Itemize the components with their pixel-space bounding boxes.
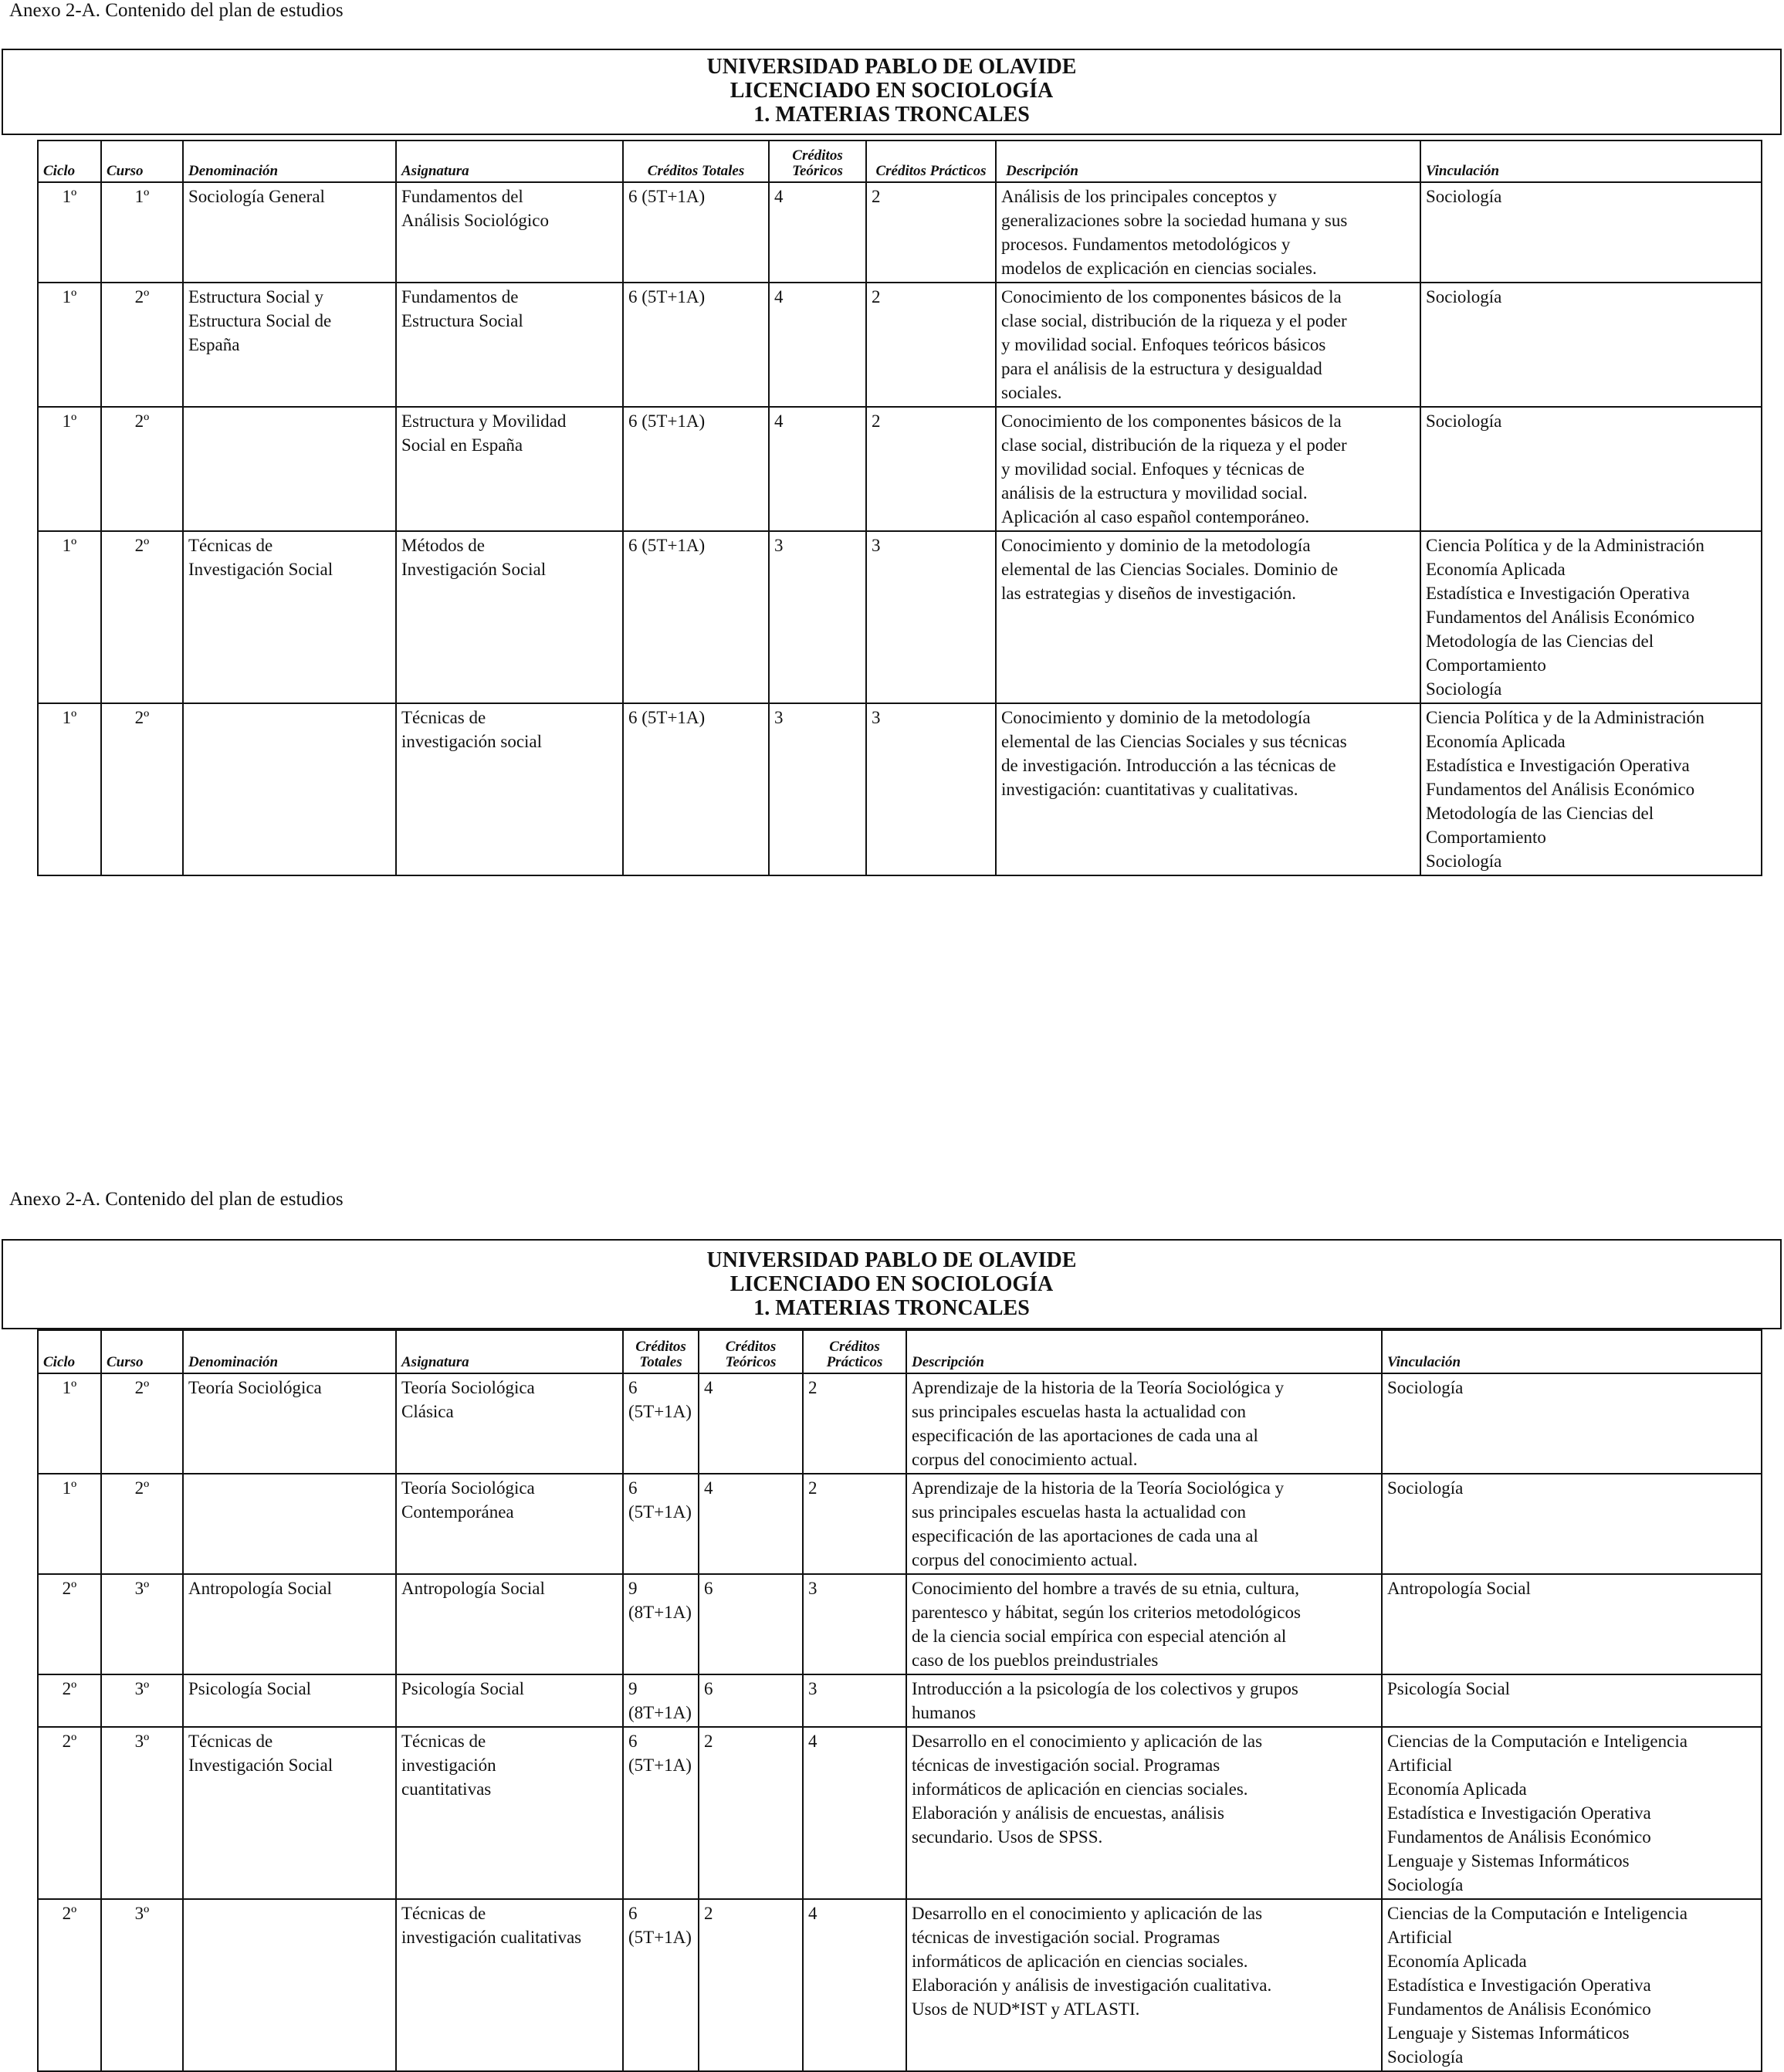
descripcion-line: generalizaciones sobre la sociedad humana y sus: [1001, 211, 1348, 230]
descripcion-line: Introducción a la psicología de los colectivos y grupos: [912, 1679, 1298, 1698]
ciclo-cell: 1º: [38, 407, 101, 531]
creditos-totales-cell: [623, 1474, 699, 1574]
curriculum-table: [37, 140, 1762, 876]
university-title: UNIVERSIDAD PABLO DE OLAVIDE: [706, 1248, 1077, 1272]
creditos-totales-cell: [623, 182, 769, 283]
descripcion-line: Conocimiento y dominio de la metodología: [1001, 708, 1311, 727]
vinculacion-line: Antropología Social: [1387, 1579, 1531, 1598]
vinculacion-line: Comportamiento: [1426, 655, 1546, 675]
ciclo-cell: 1º: [38, 182, 101, 283]
curso-cell: 2º: [101, 1373, 183, 1474]
descripcion-line: corpus del conocimiento actual.: [912, 1450, 1138, 1469]
descripcion-cell: [906, 1899, 1382, 2071]
curso-cell: 2º: [101, 531, 183, 703]
table-row: [38, 1899, 1762, 2071]
descripcion-line: Conocimiento de los componentes básicos de la: [1001, 287, 1342, 306]
asignatura-line: Técnicas de: [401, 708, 486, 727]
descripcion-line: procesos. Fundamentos metodológicos y: [1001, 235, 1291, 254]
vinculacion-line: Fundamentos del Análisis Económico: [1426, 780, 1695, 799]
descripcion-line: sociales.: [1001, 383, 1062, 402]
descripcion-line: corpus del conocimiento actual.: [912, 1550, 1138, 1569]
creditos-teoricos-cell: 6: [699, 1674, 803, 1727]
vinculacion-cell: [1382, 1674, 1762, 1727]
vinculacion-line: Economía Aplicada: [1426, 732, 1566, 751]
col-creditos-teoricos: Créditos Teóricos: [769, 141, 866, 182]
descripcion-line: sus principales escuelas hasta la actualidad con: [912, 1402, 1247, 1421]
descripcion-line: Elaboración y análisis de encuestas, análisis: [912, 1803, 1224, 1823]
denominacion-line: Teoría Sociológica: [188, 1378, 322, 1397]
descripcion-line: elemental de las Ciencias Sociales. Dominio de: [1001, 560, 1339, 579]
vinculacion-line: Estadística e Investigación Operativa: [1426, 584, 1690, 603]
vinculacion-line: Economía Aplicada: [1426, 560, 1566, 579]
descripcion-line: parentesco y hábitat, según los criterios metodológicos: [912, 1603, 1301, 1622]
col-descripcion: Descripción: [996, 141, 1420, 182]
denominacion-cell: [183, 1899, 396, 2071]
vinculacion-line: Artificial: [1387, 1928, 1453, 1947]
curso-cell: 2º: [101, 703, 183, 875]
col-asignatura: Asignatura: [396, 1330, 623, 1373]
table-header-row: [38, 141, 1762, 182]
vinculacion-line: Sociología: [1426, 187, 1502, 206]
vinculacion-line: Psicología Social: [1387, 1679, 1511, 1698]
creditos-practicos-cell: 3: [803, 1574, 906, 1674]
denominacion-line: España: [188, 335, 240, 354]
descripcion-line: humanos: [912, 1703, 977, 1722]
descripcion-line: caso de los pueblos preindustriales: [912, 1650, 1159, 1670]
col-curso: Curso: [101, 141, 183, 182]
col-denominacion: Denominación: [183, 1330, 396, 1373]
descripcion-line: informáticos de aplicación en ciencias sociales.: [912, 1779, 1248, 1799]
vinculacion-cell: [1382, 1727, 1762, 1899]
vinculacion-line: Ciencias de la Computación e Inteligencia: [1387, 1732, 1688, 1751]
vinculacion-line: Metodología de las Ciencias del: [1426, 631, 1654, 651]
vinculacion-cell: [1382, 1373, 1762, 1474]
creditos-totales-line: 6: [628, 1904, 638, 1923]
creditos-teoricos-cell: 4: [769, 283, 866, 407]
creditos-practicos-cell: 4: [803, 1727, 906, 1899]
denominacion-line: Sociología General: [188, 187, 325, 206]
creditos-totales-line: 9: [628, 1579, 638, 1598]
denominacion-cell: [183, 1574, 396, 1674]
creditos-totales-line: (5T+1A): [628, 1502, 692, 1522]
vinculacion-cell: [1420, 407, 1762, 531]
curso-cell: 2º: [101, 283, 183, 407]
descripcion-line: secundario. Usos de SPSS.: [912, 1827, 1103, 1847]
descripcion-line: técnicas de investigación social. Programas: [912, 1928, 1220, 1947]
descripcion-cell: [906, 1574, 1382, 1674]
vinculacion-line: Lenguaje y Sistemas Informáticos: [1387, 1851, 1630, 1871]
denominacion-cell: [183, 1474, 396, 1574]
vinculacion-line: Sociología: [1426, 411, 1502, 431]
descripcion-cell: [906, 1373, 1382, 1474]
asignatura-cell: [396, 1373, 623, 1474]
creditos-totales-cell: [623, 1574, 699, 1674]
vinculacion-cell: [1382, 1474, 1762, 1574]
vinculacion-cell: [1420, 531, 1762, 703]
asignatura-line: Psicología Social: [401, 1679, 525, 1698]
creditos-totales-cell: [623, 407, 769, 531]
vinculacion-line: Fundamentos de Análisis Económico: [1387, 1827, 1651, 1847]
section-title: 1. MATERIAS TRONCALES: [753, 1296, 1030, 1320]
descripcion-line: Conocimiento del hombre a través de su etnia, cultura,: [912, 1579, 1300, 1598]
vinculacion-line: Sociología: [1387, 2047, 1464, 2067]
vinculacion-cell: [1420, 182, 1762, 283]
denominacion-cell: [183, 531, 396, 703]
table-row: [38, 1474, 1762, 1574]
creditos-totales-cell: [623, 531, 769, 703]
creditos-totales-line: 6 (5T+1A): [628, 187, 706, 206]
descripcion-line: Aprendizaje de la historia de la Teoría Sociológica y: [912, 1378, 1285, 1397]
col-creditos-totales: Créditos Totales: [623, 1330, 699, 1373]
vinculacion-line: Sociología: [1426, 287, 1502, 306]
ciclo-cell: 2º: [38, 1899, 101, 2071]
denominacion-cell: [183, 1674, 396, 1727]
col-vinculacion: Vinculación: [1420, 141, 1762, 182]
vinculacion-cell: [1382, 1899, 1762, 2071]
descripcion-line: elemental de las Ciencias Sociales y sus técnicas: [1001, 732, 1347, 751]
asignatura-cell: [396, 531, 623, 703]
vinculacion-line: Lenguaje y Sistemas Informáticos: [1387, 2023, 1630, 2043]
curriculum-table: [37, 1329, 1762, 2072]
table-row: [38, 703, 1762, 875]
creditos-teoricos-cell: 2: [699, 1727, 803, 1899]
vinculacion-cell: [1382, 1574, 1762, 1674]
vinculacion-line: Fundamentos de Análisis Económico: [1387, 1999, 1651, 2019]
table-row: [38, 1727, 1762, 1899]
asignatura-line: Antropología Social: [401, 1579, 545, 1598]
table-body: [38, 182, 1762, 875]
denominacion-line: Estructura Social de: [188, 311, 332, 330]
col-creditos-practicos: Créditos Prácticos: [803, 1330, 906, 1373]
descripcion-line: de investigación. Introducción a las técnicas de: [1001, 756, 1336, 775]
col-creditos-totales: Créditos Totales: [623, 141, 769, 182]
descripcion-line: especificación de las aportaciones de cada una al: [912, 1526, 1258, 1546]
descripcion-cell: [906, 1474, 1382, 1574]
descripcion-cell: [996, 182, 1420, 283]
col-descripcion: Descripción: [906, 1330, 1382, 1373]
asignatura-cell: [396, 1727, 623, 1899]
vinculacion-line: Fundamentos del Análisis Económico: [1426, 608, 1695, 627]
asignatura-cell: [396, 1574, 623, 1674]
creditos-teoricos-cell: 4: [769, 407, 866, 531]
vinculacion-line: Ciencia Política y de la Administración: [1426, 708, 1704, 727]
creditos-practicos-cell: 4: [803, 1899, 906, 2071]
table-header-row: [38, 1330, 1762, 1373]
descripcion-line: sus principales escuelas hasta la actualidad con: [912, 1502, 1247, 1522]
descripcion-line: Aplicación al caso español contemporáneo.: [1001, 507, 1310, 526]
descripcion-line: Conocimiento y dominio de la metodología: [1001, 536, 1311, 555]
col-asignatura: Asignatura: [396, 141, 623, 182]
descripcion-cell: [996, 531, 1420, 703]
descripcion-line: y movilidad social. Enfoques teóricos básicos: [1001, 335, 1326, 354]
table-row: [38, 531, 1762, 703]
denominacion-line: Antropología Social: [188, 1579, 332, 1598]
table-body: [38, 1373, 1762, 2071]
table-row: [38, 1674, 1762, 1727]
ciclo-cell: 1º: [38, 283, 101, 407]
asignatura-line: Contemporánea: [401, 1502, 514, 1522]
asignatura-line: Técnicas de: [401, 1732, 486, 1751]
degree-title: LICENCIADO EN SOCIOLOGÍA: [730, 1272, 1054, 1296]
denominacion-cell: [183, 1727, 396, 1899]
asignatura-line: investigación social: [401, 732, 543, 751]
ciclo-cell: 1º: [38, 531, 101, 703]
asignatura-line: Fundamentos del: [401, 187, 523, 206]
creditos-totales-cell: [623, 1727, 699, 1899]
denominacion-line: Investigación Social: [188, 560, 333, 579]
section-title: 1. MATERIAS TRONCALES: [753, 103, 1030, 127]
denominacion-cell: [183, 703, 396, 875]
asignatura-line: Análisis Sociológico: [401, 211, 550, 230]
vinculacion-line: Estadística e Investigación Operativa: [1387, 1803, 1651, 1823]
descripcion-line: modelos de explicación en ciencias sociales.: [1001, 259, 1317, 278]
ciclo-cell: 1º: [38, 1474, 101, 1574]
descripcion-cell: [996, 703, 1420, 875]
creditos-totales-cell: [623, 703, 769, 875]
col-vinculacion: Vinculación: [1382, 1330, 1762, 1373]
ciclo-cell: 2º: [38, 1727, 101, 1899]
descripcion-line: investigación: cuantitativas y cualitativas.: [1001, 780, 1298, 799]
col-curso: Curso: [101, 1330, 183, 1373]
descripcion-line: y movilidad social. Enfoques y técnicas de: [1001, 459, 1305, 479]
creditos-totales-line: 6 (5T+1A): [628, 708, 706, 727]
creditos-totales-cell: [623, 1899, 699, 2071]
asignatura-line: cuantitativas: [401, 1779, 492, 1799]
creditos-totales-line: (5T+1A): [628, 1755, 692, 1775]
col-ciclo: Ciclo: [38, 141, 101, 182]
university-title: UNIVERSIDAD PABLO DE OLAVIDE: [706, 55, 1077, 79]
asignatura-cell: [396, 1899, 623, 2071]
asignatura-line: Estructura y Movilidad: [401, 411, 567, 431]
descripcion-cell: [996, 407, 1420, 531]
curso-cell: 2º: [101, 407, 183, 531]
creditos-totales-line: 6: [628, 1378, 638, 1397]
degree-title: LICENCIADO EN SOCIOLOGÍA: [730, 79, 1054, 103]
creditos-totales-cell: [623, 1373, 699, 1474]
asignatura-cell: [396, 407, 623, 531]
curso-cell: 3º: [101, 1674, 183, 1727]
asignatura-line: Métodos de: [401, 536, 485, 555]
descripcion-line: de la ciencia social empírica con especial atención al: [912, 1627, 1287, 1646]
table-row: [38, 283, 1762, 407]
col-ciclo: Ciclo: [38, 1330, 101, 1373]
creditos-teoricos-cell: 6: [699, 1574, 803, 1674]
descripcion-line: análisis de la estructura y movilidad social.: [1001, 483, 1308, 503]
asignatura-cell: [396, 1674, 623, 1727]
creditos-totales-line: 6 (5T+1A): [628, 287, 706, 306]
creditos-totales-line: 6: [628, 1732, 638, 1751]
creditos-teoricos-cell: 4: [699, 1373, 803, 1474]
denominacion-cell: [183, 1373, 396, 1474]
table-row: [38, 182, 1762, 283]
descripcion-line: Análisis de los principales conceptos y: [1001, 187, 1278, 206]
curso-cell: 2º: [101, 1474, 183, 1574]
descripcion-line: clase social, distribución de la riqueza y el poder: [1001, 311, 1347, 330]
denominacion-line: Investigación Social: [188, 1755, 333, 1775]
creditos-practicos-cell: 2: [866, 182, 996, 283]
col-denominacion: Denominación: [183, 141, 396, 182]
creditos-practicos-cell: 2: [803, 1373, 906, 1474]
descripcion-cell: [906, 1727, 1382, 1899]
vinculacion-line: Ciencias de la Computación e Inteligencia: [1387, 1904, 1688, 1923]
creditos-practicos-cell: 2: [866, 283, 996, 407]
descripcion-line: Aprendizaje de la historia de la Teoría Sociológica y: [912, 1478, 1285, 1498]
asignatura-line: Teoría Sociológica: [401, 1478, 535, 1498]
denominacion-line: Técnicas de: [188, 1732, 273, 1751]
descripcion-line: clase social, distribución de la riqueza y el poder: [1001, 435, 1347, 455]
creditos-totales-line: 9: [628, 1679, 638, 1698]
creditos-practicos-cell: 3: [866, 531, 996, 703]
creditos-totales-line: (5T+1A): [628, 1928, 692, 1947]
creditos-totales-cell: [623, 283, 769, 407]
descripcion-line: informáticos de aplicación en ciencias sociales.: [912, 1952, 1248, 1971]
creditos-totales-line: (8T+1A): [628, 1603, 692, 1622]
denominacion-cell: [183, 182, 396, 283]
vinculacion-line: Metodología de las Ciencias del: [1426, 804, 1654, 823]
vinculacion-line: Estadística e Investigación Operativa: [1387, 1976, 1651, 1995]
descripcion-line: Usos de NUD*IST y ATLASTI.: [912, 1999, 1140, 2019]
descripcion-line: para el análisis de la estructura y desigualdad: [1001, 359, 1322, 378]
title-box: [2, 1239, 1782, 1329]
asignatura-line: investigación: [401, 1755, 496, 1775]
vinculacion-cell: [1420, 283, 1762, 407]
asignatura-line: Investigación Social: [401, 560, 547, 579]
table-row: [38, 1574, 1762, 1674]
vinculacion-line: Economía Aplicada: [1387, 1779, 1527, 1799]
denominacion-cell: [183, 283, 396, 407]
curso-cell: 3º: [101, 1899, 183, 2071]
descripcion-line: técnicas de investigación social. Programas: [912, 1755, 1220, 1775]
ciclo-cell: 1º: [38, 1373, 101, 1474]
curso-cell: 3º: [101, 1727, 183, 1899]
creditos-teoricos-cell: 4: [769, 182, 866, 283]
asignatura-line: Técnicas de: [401, 1904, 486, 1923]
vinculacion-line: Ciencia Política y de la Administración: [1426, 536, 1704, 555]
asignatura-line: Clásica: [401, 1402, 454, 1421]
asignatura-line: Social en España: [401, 435, 523, 455]
asignatura-line: Fundamentos de: [401, 287, 519, 306]
denominacion-line: Técnicas de: [188, 536, 273, 555]
vinculacion-cell: [1420, 703, 1762, 875]
vinculacion-line: Estadística e Investigación Operativa: [1426, 756, 1690, 775]
ciclo-cell: 2º: [38, 1674, 101, 1727]
vinculacion-line: Sociología: [1387, 1378, 1464, 1397]
creditos-totales-line: 6 (5T+1A): [628, 411, 706, 431]
ciclo-cell: 1º: [38, 703, 101, 875]
descripcion-line: Elaboración y análisis de investigación cualitativa.: [912, 1976, 1272, 1995]
creditos-totales-cell: [623, 1674, 699, 1727]
creditos-teoricos-cell: 2: [699, 1899, 803, 2071]
title-box: [2, 49, 1782, 135]
creditos-practicos-cell: 3: [866, 703, 996, 875]
descripcion-line: Conocimiento de los componentes básicos de la: [1001, 411, 1342, 431]
vinculacion-line: Sociología: [1426, 851, 1502, 871]
asignatura-line: Estructura Social: [401, 311, 523, 330]
vinculacion-line: Artificial: [1387, 1755, 1453, 1775]
descripcion-line: Desarrollo en el conocimiento y aplicación de las: [912, 1732, 1263, 1751]
col-creditos-teoricos: Créditos Teóricos: [699, 1330, 803, 1373]
vinculacion-line: Comportamiento: [1426, 828, 1546, 847]
page-caption: Anexo 2-A. Contenido del plan de estudios: [9, 1189, 344, 1210]
vinculacion-line: Sociología: [1426, 679, 1502, 699]
creditos-teoricos-cell: 4: [699, 1474, 803, 1574]
vinculacion-line: Sociología: [1387, 1875, 1464, 1894]
asignatura-cell: [396, 1474, 623, 1574]
creditos-totales-line: (5T+1A): [628, 1402, 692, 1421]
ciclo-cell: 2º: [38, 1574, 101, 1674]
descripcion-line: especificación de las aportaciones de cada una al: [912, 1426, 1258, 1445]
descripcion-line: las estrategias y diseños de investigación.: [1001, 584, 1296, 603]
table-row: [38, 407, 1762, 531]
creditos-practicos-cell: 2: [866, 407, 996, 531]
asignatura-line: investigación cualitativas: [401, 1928, 582, 1947]
creditos-practicos-cell: 3: [803, 1674, 906, 1727]
creditos-teoricos-cell: 3: [769, 703, 866, 875]
asignatura-cell: [396, 182, 623, 283]
page-caption: Anexo 2-A. Contenido del plan de estudios: [9, 0, 344, 21]
curso-cell: 1º: [101, 182, 183, 283]
descripcion-cell: [906, 1674, 1382, 1727]
descripcion-cell: [996, 283, 1420, 407]
vinculacion-line: Sociología: [1387, 1478, 1464, 1498]
creditos-totales-line: 6: [628, 1478, 638, 1498]
col-creditos-practicos: Créditos Prácticos: [866, 141, 996, 182]
creditos-totales-line: 6 (5T+1A): [628, 536, 706, 555]
table-row: [38, 1373, 1762, 1474]
asignatura-line: Teoría Sociológica: [401, 1378, 535, 1397]
creditos-totales-line: (8T+1A): [628, 1703, 692, 1722]
vinculacion-line: Economía Aplicada: [1387, 1952, 1527, 1971]
denominacion-line: Psicología Social: [188, 1679, 312, 1698]
creditos-practicos-cell: 2: [803, 1474, 906, 1574]
curso-cell: 3º: [101, 1574, 183, 1674]
denominacion-cell: [183, 407, 396, 531]
denominacion-line: Estructura Social y: [188, 287, 324, 306]
asignatura-cell: [396, 283, 623, 407]
creditos-teoricos-cell: 3: [769, 531, 866, 703]
descripcion-line: Desarrollo en el conocimiento y aplicación de las: [912, 1904, 1263, 1923]
asignatura-cell: [396, 703, 623, 875]
